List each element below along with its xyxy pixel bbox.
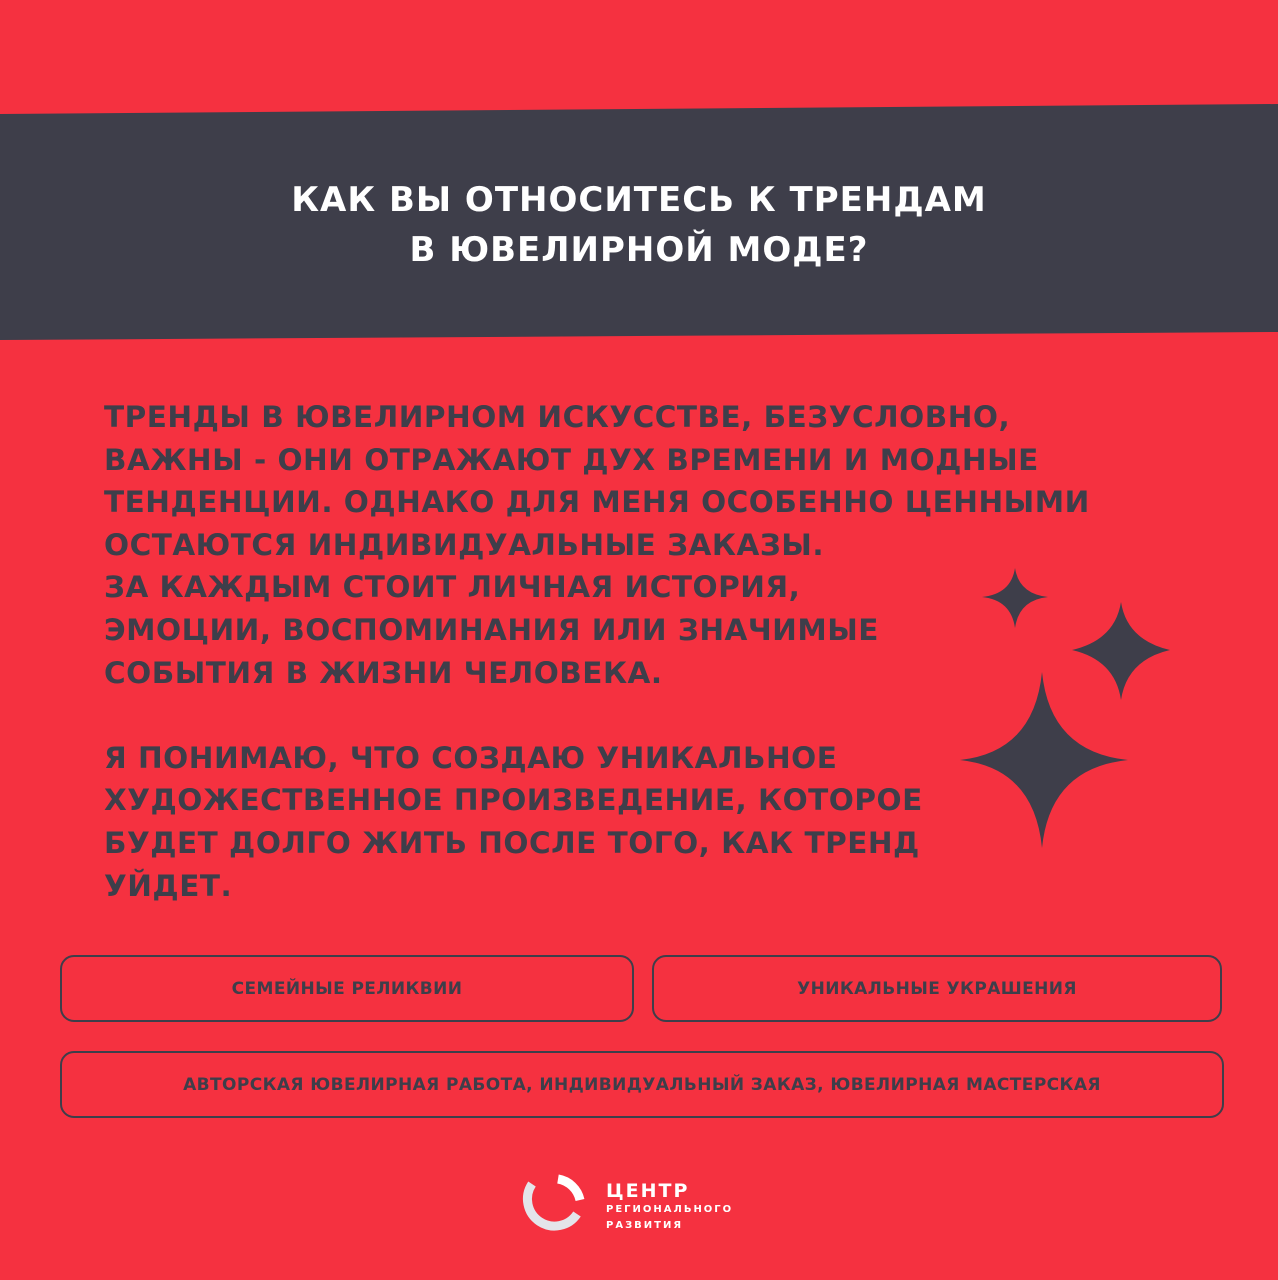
- logo-title: ЦЕНТР: [606, 1180, 690, 1202]
- logo-subtitle-line: РЕГИОНАЛЬНОГО: [606, 1204, 734, 1215]
- header-banner: [0, 0, 1278, 340]
- tag-unique-jewelry[interactable]: УНИКАЛЬНЫЕ УКРАШЕНИЯ: [652, 955, 1222, 1022]
- tag-author-work[interactable]: АВТОРСКАЯ ЮВЕЛИРНАЯ РАБОТА, ИНДИВИДУАЛЬНЫЙ ЗАКАЗ, ЮВЕЛИРНАЯ МАСТЕРСКАЯ: [60, 1051, 1224, 1118]
- sparkle-icon: [960, 672, 1128, 848]
- question-title: [0, 175, 1278, 275]
- answer-line: ЗА КАЖДЫМ СТОИТ ЛИЧНАЯ ИСТОРИЯ,: [104, 570, 801, 605]
- banner-shape: [0, 0, 1278, 340]
- answer-line: Я ПОНИМАЮ, ЧТО СОЗДАЮ УНИКАЛЬНОЕ: [104, 740, 838, 775]
- answer-line: ХУДОЖЕСТВЕННОЕ ПРОИЗВЕДЕНИЕ, КОТОРОЕ: [104, 783, 923, 818]
- ring-logo-icon: [514, 1172, 594, 1234]
- brand-logo: [514, 1172, 774, 1234]
- sparkle-icon-group: [940, 560, 1180, 860]
- answer-line: УЙДЕТ.: [104, 868, 233, 903]
- answer-line: ОСТАЮТСЯ ИНДИВИДУАЛЬНЫЕ ЗАКАЗЫ.: [104, 527, 825, 562]
- answer-line: БУДЕТ ДОЛГО ЖИТЬ ПОСЛЕ ТОГО, КАК ТРЕНД: [104, 825, 920, 860]
- answer-line: ЭМОЦИИ, ВОСПОМИНАНИЯ ИЛИ ЗНАЧИМЫЕ: [104, 612, 879, 647]
- logo-subtitle-line: РАЗВИТИЯ: [606, 1220, 684, 1231]
- answer-line: ВАЖНЫ - ОНИ ОТРАЖАЮТ ДУХ ВРЕМЕНИ И МОДНЫЕ: [104, 442, 1039, 477]
- question-line: КАК ВЫ ОТНОСИТЕСЬ К ТРЕНДАМ: [291, 180, 987, 220]
- logo-text: [606, 1180, 733, 1234]
- answer-line: ТРЕНДЫ В ЮВЕЛИРНОМ ИСКУССТВЕ, БЕЗУСЛОВНО,: [104, 400, 1011, 434]
- answer-line: ТЕНДЕНЦИИ. ОДНАКО ДЛЯ МЕНЯ ОСОБЕННО ЦЕННЫМИ: [104, 485, 1090, 520]
- tag-family-relics[interactable]: СЕМЕЙНЫЕ РЕЛИКВИИ: [60, 955, 634, 1022]
- question-line: В ЮВЕЛИРНОЙ МОДЕ?: [409, 230, 869, 270]
- answer-line: СОБЫТИЯ В ЖИЗНИ ЧЕЛОВЕКА.: [104, 655, 663, 690]
- sparkle-icon: [1072, 602, 1170, 700]
- sparkle-icon: [982, 568, 1048, 628]
